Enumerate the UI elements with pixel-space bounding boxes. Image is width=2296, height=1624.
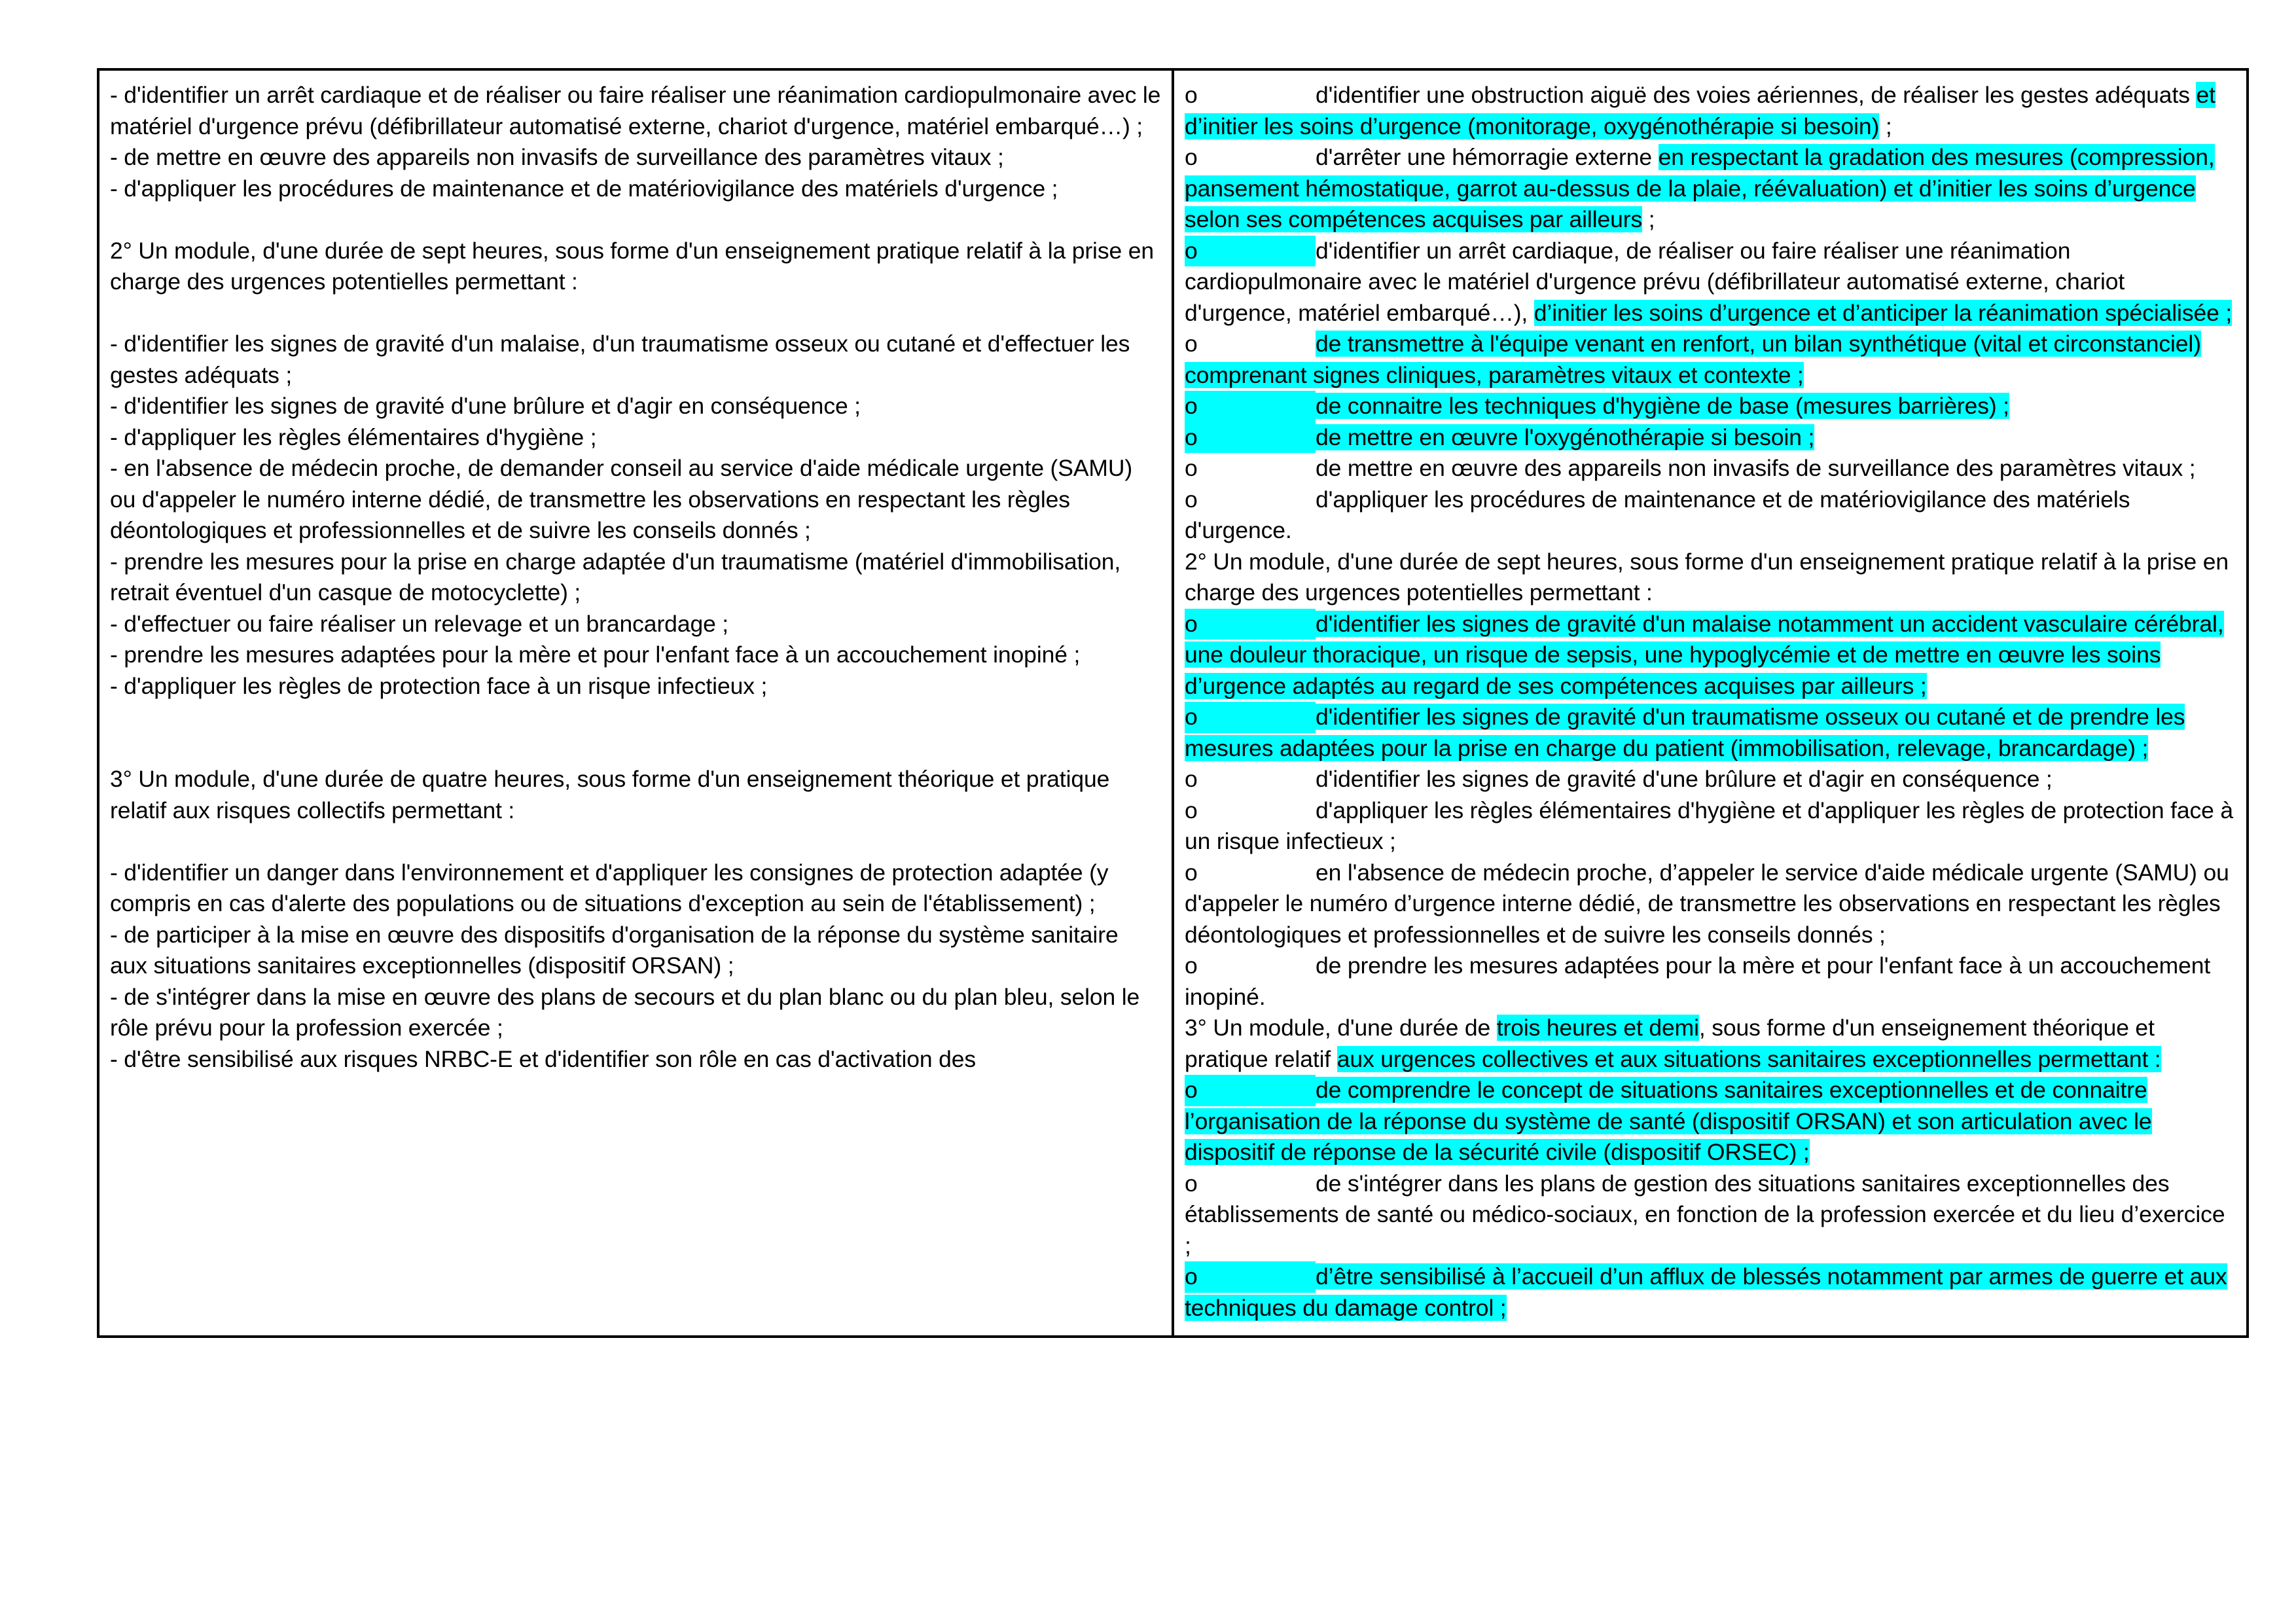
paragraph: - d'appliquer les règles élémentaires d'hygiène ; xyxy=(110,424,597,450)
bullet-marker: o xyxy=(1185,702,1316,733)
highlighted-text: d’être sensibilisé à l’accueil d’un afflux de blessés notamment par armes de guerre et aux techniques du damage control ; xyxy=(1185,1263,2227,1321)
bullet-marker: o xyxy=(1185,859,1198,886)
paragraph xyxy=(1185,142,2236,236)
paragraph: - d'identifier les signes de gravité d'une brûlure et d'agir en conséquence ; xyxy=(110,393,861,419)
text-run: d'identifier un arrêt cardiaque, de réaliser ou faire réaliser une réanimation cardiopulmonaire avec le matériel d'urgence prévu (défibrillateur automatisé externe, chariot d'urgence, matériel embarqué…), xyxy=(1185,237,2125,326)
bullet-marker: o xyxy=(1185,422,1316,454)
paragraph: - d'identifier un arrêt cardiaque et de réaliser ou faire réaliser une réanimation cardiopulmonaire avec le matériel d'urgence prévu (défibrillateur automatisé externe, chariot d'urgence, matériel embarqué…) ; xyxy=(110,82,1161,139)
spacer-line xyxy=(110,204,1161,236)
paragraph xyxy=(1185,422,2236,454)
spacer-line xyxy=(110,826,1161,857)
paragraph: - prendre les mesures pour la prise en charge adaptée d'un traumatisme (matériel d'immobilisation, retrait éventuel d'un casque de motocyclette) ; xyxy=(110,548,1121,605)
highlighted-text: de mettre en œuvre l'oxygénothérapie si besoin ; xyxy=(1316,424,1815,450)
paragraph xyxy=(1185,391,2236,422)
paragraph: - prendre les mesures adaptées pour la mère et pour l'enfant face à un accouchement inopiné ; xyxy=(110,641,1081,668)
paragraph: 3° Un module, d'une durée de quatre heures, sous forme d'un enseignement théorique et pratique relatif aux risques collectifs permettant : xyxy=(110,766,1110,823)
text-run: de mettre en œuvre des appareils non invasifs de surveillance des paramètres vitaux ; xyxy=(1316,455,2196,481)
text-run: ; xyxy=(1642,206,1655,232)
spacer-line xyxy=(110,733,1161,765)
text-run: d'identifier une obstruction aiguë des voies aériennes, de réaliser les gestes adéquats xyxy=(1316,82,2197,108)
left-column-text xyxy=(110,80,1161,1075)
bullet-marker: o xyxy=(1185,82,1198,108)
bullet-marker: o xyxy=(1185,766,1198,792)
bullet-marker: o xyxy=(1185,236,1316,267)
bullet-marker: o xyxy=(1185,1170,1198,1197)
paragraph xyxy=(1185,702,2236,764)
paragraph: - de mettre en œuvre des appareils non invasifs de surveillance des paramètres vitaux ; xyxy=(110,144,1004,170)
paragraph xyxy=(1185,329,2236,391)
paragraph: - d'être sensibilisé aux risques NRBC-E et d'identifier son rôle en cas d'activation des xyxy=(110,1045,977,1072)
bullet-marker: o xyxy=(1185,797,1198,823)
text-run: d'appliquer les procédures de maintenance et de matériovigilance des matériels d'urgence. xyxy=(1185,486,2130,543)
comparison-table xyxy=(97,68,2249,1338)
text-run: 3° Un module, d'une durée de xyxy=(1185,1015,1497,1041)
bullet-marker: o xyxy=(1185,486,1198,513)
text-run: en l'absence de médecin proche, d’appeler le service d'aide médicale urgente (SAMU) ou d'appeler le numéro d’urgence interne dédié, de transmettre les observations en respectant les règles déontologiques et professionnelles et de suivre les conseils donnés ; xyxy=(1185,859,2229,948)
text-run: d'identifier les signes de gravité d'une brûlure et d'agir en conséquence ; xyxy=(1316,766,2053,792)
spacer-line xyxy=(110,298,1161,329)
bullet-marker: o xyxy=(1185,1075,1316,1106)
paragraph: - d'identifier un danger dans l'environnement et d'appliquer les consignes de protection adaptée (y compris en cas d'alerte des populations ou de situations d'exception au sein de l'établissement) ; xyxy=(110,859,1109,916)
paragraph xyxy=(1185,80,2236,142)
spacer-line xyxy=(110,702,1161,733)
highlighted-text: d’initier les soins d’urgence et d’anticiper la réanimation spécialisée ; xyxy=(1534,299,2233,326)
bullet-marker: o xyxy=(1185,952,1198,979)
text-run: de prendre les mesures adaptées pour la mère et pour l'enfant face à un accouchement inopiné. xyxy=(1185,952,2211,1010)
paragraph xyxy=(1185,484,2236,547)
highlighted-text: de transmettre à l'équipe venant en renfort, un bilan synthétique (vital et circonstanciel) comprenant signes cliniques, paramètres vitaux et contexte ; xyxy=(1185,331,2201,388)
table-row xyxy=(98,69,2248,1337)
text-run: ; xyxy=(1879,113,1892,139)
paragraph xyxy=(1185,1261,2236,1324)
highlighted-text: d'identifier les signes de gravité d'un traumatisme osseux ou cutané et de prendre les mesures adaptées pour la prise en charge du patient (immobilisation, relevage, brancardage) ; xyxy=(1185,704,2185,761)
paragraph xyxy=(1185,547,2236,609)
bullet-marker: o xyxy=(1185,144,1198,170)
paragraph: 2° Un module, d'une durée de sept heures, sous forme d'un enseignement pratique relatif à la prise en charge des urgences potentielles permettant : xyxy=(110,237,1154,295)
highlighted-text: trois heures et demi xyxy=(1496,1015,1699,1041)
bullet-marker: o xyxy=(1185,455,1198,481)
paragraph xyxy=(1185,1013,2236,1075)
paragraph xyxy=(1185,453,2236,484)
right-column-text xyxy=(1185,80,2236,1324)
text-run: d'arrêter une hémorragie externe xyxy=(1316,144,1659,170)
paragraph xyxy=(1185,764,2236,795)
paragraph: - d'appliquer les règles de protection face à un risque infectieux ; xyxy=(110,672,768,699)
text-run: 2° Un module, d'une durée de sept heures, sous forme d'un enseignement pratique relatif à la prise en charge des urgences potentielles permettant : xyxy=(1185,548,2229,605)
paragraph xyxy=(1185,1075,2236,1168)
text-run: , sous forme d'un enseignement théorique et pratique relatif xyxy=(1185,1015,2155,1072)
paragraph xyxy=(1185,795,2236,857)
highlighted-text: aux urgences collectives et aux situations sanitaires exceptionnelles permettant : xyxy=(1336,1045,2161,1072)
paragraph xyxy=(1185,609,2236,702)
bullet-marker: o xyxy=(1185,391,1316,422)
paragraph: - d'identifier les signes de gravité d'un malaise, d'un traumatisme osseux ou cutané et d'effectuer les gestes adéquats ; xyxy=(110,331,1130,388)
paragraph: - d'appliquer les procédures de maintenance et de matériovigilance des matériels d'urgence ; xyxy=(110,175,1058,202)
paragraph xyxy=(1185,1168,2236,1262)
bullet-marker: o xyxy=(1185,609,1316,640)
paragraph xyxy=(1185,857,2236,951)
table-cell-right-column xyxy=(1173,69,2248,1337)
paragraph: - en l'absence de médecin proche, de demander conseil au service d'aide médicale urgente (SAMU) ou d'appeler le numéro interne dédié, de transmettre les observations en respectant les règles déontologiques et professionnelles et de suivre les conseils donnés ; xyxy=(110,455,1133,543)
text-run: d'appliquer les règles élémentaires d'hygiène et d'appliquer les règles de protection face à un risque infectieux ; xyxy=(1185,797,2234,854)
highlighted-text: en respectant la gradation des mesures (compression, pansement hémostatique, garrot au-dessus de la plaie, réévaluation) et d’initier les soins d’urgence selon ses compétences acquises par ailleurs xyxy=(1185,144,2215,232)
paragraph: - de s'intégrer dans la mise en œuvre des plans de secours et du plan blanc ou du plan bleu, selon le rôle prévu pour la profession exercée ; xyxy=(110,983,1140,1041)
highlighted-text: de connaitre les techniques d'hygiène de base (mesures barrières) ; xyxy=(1316,393,2009,419)
paragraph: - de participer à la mise en œuvre des dispositifs d'organisation de la réponse du système sanitaire aux situations sanitaires exceptionnelles (dispositif ORSAN) ; xyxy=(110,921,1119,979)
table-cell-left-column xyxy=(98,69,1173,1337)
paragraph xyxy=(1185,950,2236,1013)
highlighted-text: d'identifier les signes de gravité d'un malaise notamment un accident vasculaire cérébral, une douleur thoracique, un risque de sepsis, une hypoglycémie et de mettre en œuvre les soins d’urgence adaptés au regard de ses compétences acquises par ailleurs ; xyxy=(1185,610,2224,699)
highlighted-text: et d’initier les soins d’urgence (monitorage, oxygénothérapie si besoin) xyxy=(1185,82,2215,139)
bullet-marker: o xyxy=(1185,1261,1316,1293)
paragraph xyxy=(1185,236,2236,329)
text-run: de s'intégrer dans les plans de gestion des situations sanitaires exceptionnelles des établissements de santé ou médico-sociaux, en fonction de la profession exercée et du lieu d’exercice ; xyxy=(1185,1170,2225,1259)
highlighted-text: de comprendre le concept de situations sanitaires exceptionnelles et de connaitre l’organisation de la réponse du système de santé (dispositif ORSAN) et son articulation avec le dispositif de réponse de la sécurité civile (dispositif ORSEC) ; xyxy=(1185,1077,2152,1165)
paragraph: - d'effectuer ou faire réaliser un relevage et un brancardage ; xyxy=(110,610,729,637)
bullet-marker: o xyxy=(1185,331,1198,357)
